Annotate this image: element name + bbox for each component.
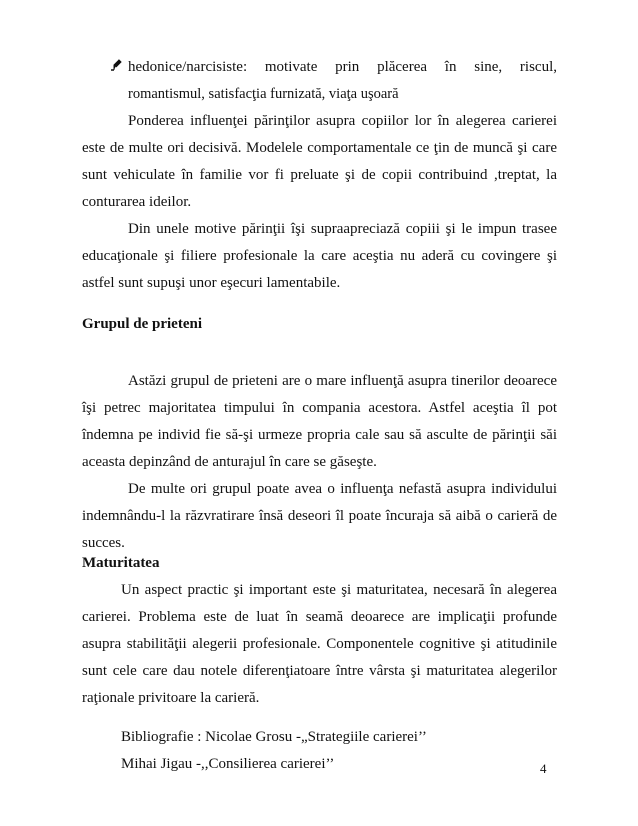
paragraph-line: Astăzi grupul de prieteni are o mare influenţă asupra tinerilor deoarece: [128, 373, 557, 389]
paragraph-line: De multe ori grupul poate avea o influenţa nefastă asupra individului: [128, 481, 557, 497]
paragraph-line: asupra stabilităţii alegerii profesionale. Componentele cognitive şi atitudinile: [82, 636, 557, 652]
bullet-line-1: hedonice/narcisiste: motivate prin plăcerea în sine, riscul,: [128, 59, 557, 75]
paragraph-line: raţionale privitoare la carieră.: [82, 690, 260, 706]
bibliography-line: Bibliografie : Nicolae Grosu -„Strategiile carierei’’: [121, 729, 427, 745]
paragraph-line: Un aspect practic şi important este şi maturitatea, necesară în alegerea: [121, 582, 557, 598]
section-heading-grupul: Grupul de prieteni: [82, 316, 203, 332]
arrow-bullet-icon: [109, 58, 123, 72]
paragraph-line: conturarea ideilor.: [82, 194, 192, 210]
bullet-line-2: romantismul, satisfacţia furnizată, viaţa uşoară: [128, 86, 399, 102]
paragraph-line: Ponderea influenţei părinţilor asupra copiilor lor în alegerea carierei: [128, 113, 557, 129]
paragraph-line: carierei. Problema este de luat în seamă deoarece are implicaţii profunde: [82, 609, 557, 625]
paragraph-line: succes.: [82, 535, 125, 551]
paragraph-line: îşi petrec majoritatea timpului în compania acestora. Astfel aceştia îl pot: [82, 400, 557, 416]
paragraph-line: sunt cele care dau notele diferenţiatoare între vârsta şi maturitatea alegerilor: [82, 663, 557, 679]
paragraph-line: indemnându-l la răzvratirare însă deseori îl poate încuraja să aibă o carieră de: [82, 508, 557, 524]
paragraph-line: îndemna pe individ fie să-şi urmeze propria cale sau să asculte de părinţii săi: [82, 427, 557, 443]
bibliography-line: Mihai Jigau -,,Consilierea carierei’’: [121, 756, 335, 772]
paragraph-line: Din unele motive părinţii îşi supraapreciază copiii şi le impun trasee: [128, 221, 557, 237]
page-number: 4: [540, 761, 547, 776]
paragraph-line: este de multe ori decisivă. Modelele comportamentale ce ţin de muncă şi care: [82, 140, 557, 156]
paragraph-line: aceasta depinzând de anturajul în care se găseşte.: [82, 454, 377, 470]
section-heading-maturitatea: Maturitatea: [82, 555, 160, 571]
paragraph-line: educaţionale şi filiere profesionale la care aceştia nu aderă cu covingere şi: [82, 248, 557, 264]
paragraph-line: sunt vehiculate în familie vor fi preluate şi de copii contribuind ,treptat, la: [82, 167, 557, 183]
paragraph-line: astfel sunt supuşi unor eşecuri lamentabile.: [82, 275, 341, 291]
